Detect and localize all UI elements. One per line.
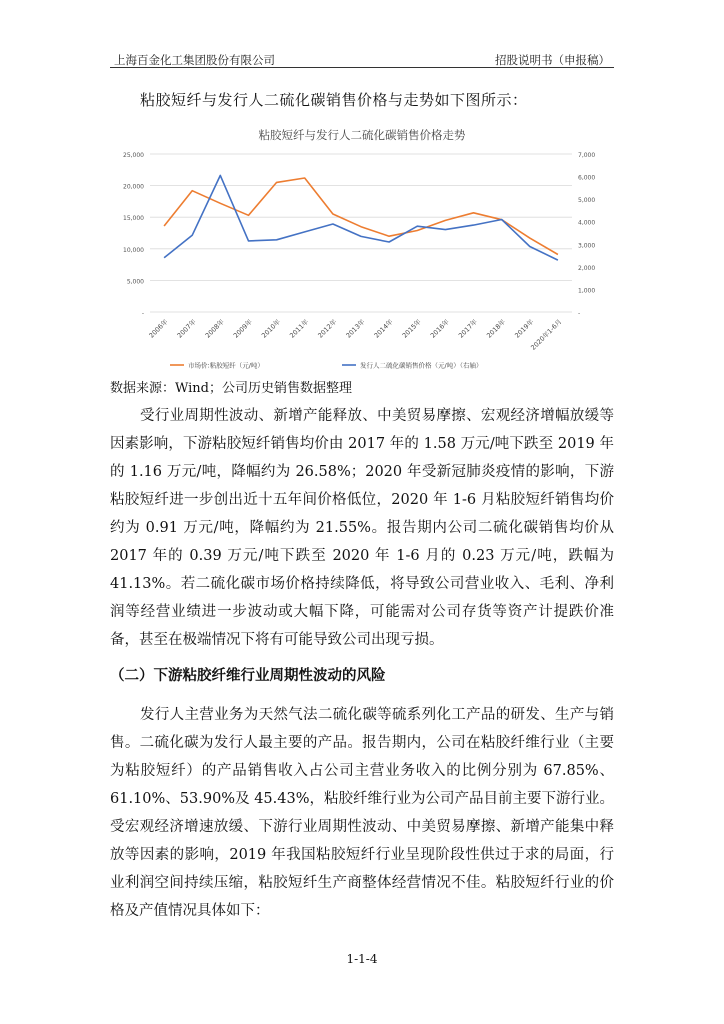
x-tick-label: 2010年 [260, 317, 283, 340]
left-tick-label: 20,000 [123, 183, 144, 191]
x-tick-label: 2020年1-6月 [529, 317, 564, 352]
page-header [110, 49, 614, 69]
chart-left-axis [123, 152, 144, 317]
x-tick-label: 2009年 [231, 317, 254, 340]
risk-paragraph-2: 发行人主营业务为天然气法二硫化碳等硫系列化工产品的研发、生产与销售。二硫化碳为发行人最主要的产品。报告期内，公司在粘胶纤维行业（主要为粘胶短纤）的产品销售收入占公司主营业务收入的比例分别为 67.85%、61.10%、53.90%及 45.43%，粘胶纤维行业为公司产品目前主要下游行业。受宏观经济增速放缓、下游行业周期性波动、中美贸易摩擦、新增产能集中释放等因素的影响，2019 年我国粘胶短纤行业呈现阶段性供过于求的局面，行业利润空间持续压缩，粘胶短纤生产商整体经营情况不佳。粘胶短纤行业的价格及产值情况具体如下： [110, 707, 614, 919]
right-tick-label: 5,000 [578, 197, 596, 205]
right-tick-label: 1,000 [578, 287, 596, 295]
chart-legend [170, 361, 482, 370]
series-line-1 [164, 178, 558, 255]
header-company: 上海百金化工集团股份有限公司 [114, 53, 275, 67]
section-heading: （二）下游粘胶纤维行业周期性波动的风险 [110, 668, 386, 684]
x-tick-label: 2012年 [316, 317, 339, 340]
x-tick-label: 2016年 [428, 317, 451, 340]
x-tick-label: 2014年 [372, 317, 395, 340]
chart-right-axis [578, 152, 595, 317]
right-tick-label: 2,000 [578, 264, 596, 272]
x-tick-label: 2007年 [175, 317, 198, 340]
left-tick-label: 10,000 [123, 246, 144, 254]
right-tick-label: 3,000 [578, 242, 596, 250]
risk-paragraph-1: 受行业周期性波动、新增产能释放、中美贸易摩擦、宏观经济增幅放缓等因素影响，下游粘胶短纤销售均价由 2017 年的 1.58 万元/吨下跌至 2019 年的 1.16 万元/吨，降幅约为 26.58%；2020 年受新冠肺炎疫情的影响，下游粘胶短纤进一步创出近十五年间价格低位，2020 年 1-6 月粘胶短纤销售均价约为 0.91 万元/吨，降幅约为 21.55%。报告期内公司二硫化碳销售均价从 2017 年的 0.39 万元/吨下跌至 2020 年 1-6 月的 0.23 万元/吨，跌幅为 41.13%。若二硫化碳市场价格持续降低，将导致公司营业收入、毛利、净利润等经营业绩进一步波动或大幅下降，可能需对公司存货等资产计提跌价准备，甚至在极端情况下将有可能导致公司出现亏损。 [110, 408, 614, 648]
x-tick-label: 2011年 [288, 317, 311, 340]
chart-svg [110, 116, 614, 378]
chart-gridlines [150, 154, 572, 312]
right-tick-label: 4,000 [578, 219, 596, 227]
left-tick-label: 5,000 [126, 278, 144, 286]
right-tick-label: 6,000 [578, 174, 596, 182]
chart-intro-text: 粘胶短纤与发行人二硫化碳销售价格与走势如下图所示： [140, 91, 528, 109]
legend-label: 发行人二硫化碳销售价格（元/吨）（右轴） [360, 361, 483, 370]
x-tick-label: 2013年 [344, 317, 367, 340]
series-line-2 [164, 175, 558, 260]
x-tick-label: 2019年 [513, 317, 536, 340]
right-tick-label: - [578, 310, 581, 317]
left-tick-label: - [141, 310, 144, 317]
chart-series [164, 175, 558, 260]
x-tick-label: 2017年 [456, 317, 479, 340]
page-number: 1-1-4 [346, 952, 378, 966]
chart-title: 粘胶短纤与发行人二硫化碳销售价格走势 [258, 128, 466, 142]
x-tick-label: 2018年 [485, 317, 508, 340]
legend-label: 市场价:粘胶短纤（元/吨） [188, 361, 264, 370]
price-trend-chart [110, 116, 614, 378]
left-tick-label: 25,000 [123, 152, 144, 159]
header-divider [110, 67, 614, 68]
x-tick-label: 2015年 [400, 317, 423, 340]
header-doc-type: 招股说明书（申报稿） [495, 53, 610, 67]
right-tick-label: 7,000 [578, 152, 596, 159]
x-tick-label: 2008年 [203, 317, 226, 340]
x-tick-label: 2006年 [147, 317, 170, 340]
chart-x-axis [147, 317, 564, 352]
left-tick-label: 15,000 [123, 215, 144, 223]
data-source-note: 数据来源：Wind；公司历史销售数据整理 [110, 381, 352, 396]
